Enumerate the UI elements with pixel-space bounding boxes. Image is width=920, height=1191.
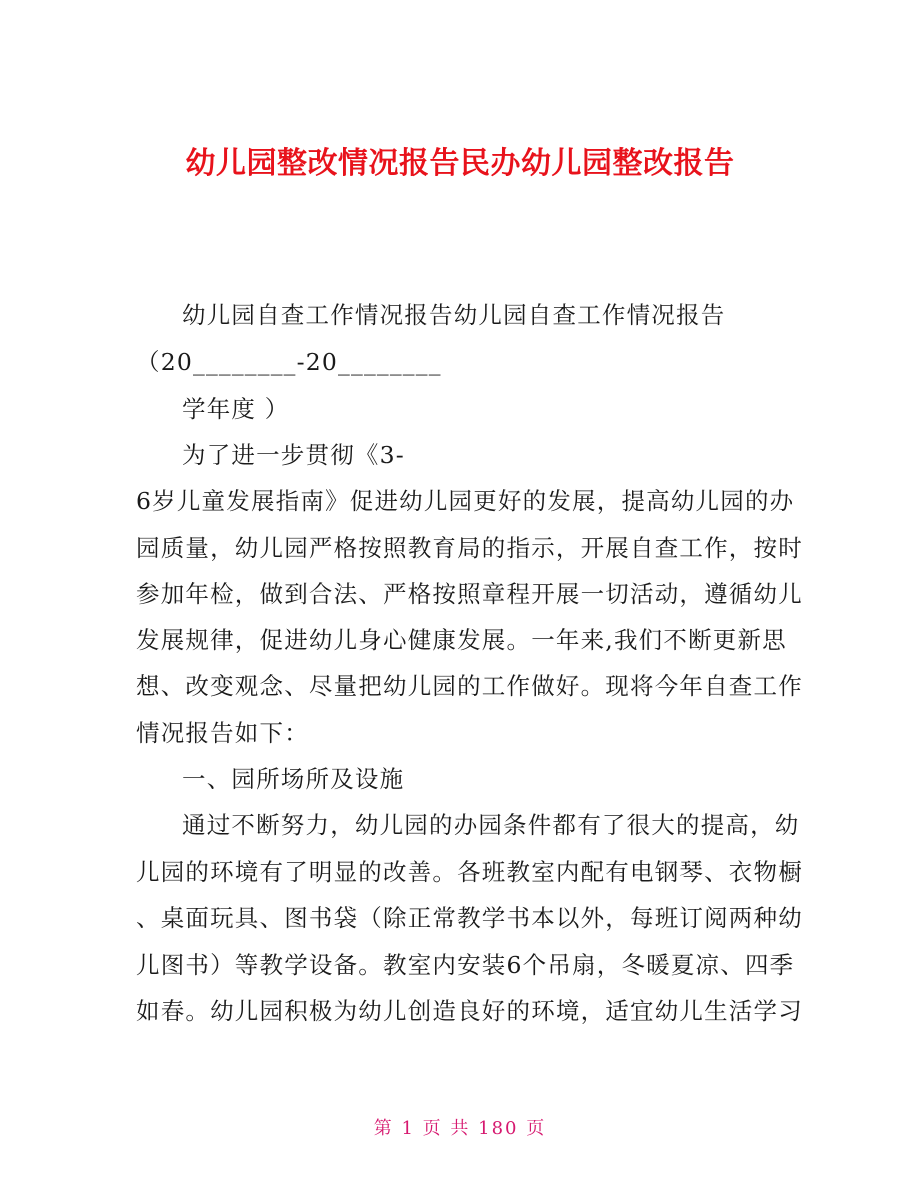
paragraph-line: 为了进一步贯彻《3- [182,441,405,469]
paragraph-line: 学年度 ） [182,395,290,423]
paragraph-line: 儿园的环境有了明显的改善。各班教室内配有电钢琴、衣物橱 [136,858,803,886]
paragraph-line: 如春。幼儿园积极为幼儿创造良好的环境，适宜幼儿生活学习 [136,997,803,1025]
section-heading: 一、园所场所及设施 [182,765,405,793]
document-title: 幼儿园整改情况报告民办幼儿园整改报告 [185,146,735,182]
paragraph-line: 6岁儿童发展指南》促进幼儿园更好的发展，提高幼儿园的办 [136,487,795,515]
paragraph-line: 想、改变观念、尽量把幼儿园的工作做好。现将今年自查工作 [136,672,803,700]
paragraph-line: 情况报告如下： [136,719,309,747]
paragraph-line: 参加年检，做到合法、严格按照章程开展一切活动，遵循幼儿 [136,580,803,608]
page-number-footer: 第 1 页 共 180 页 [373,1118,547,1139]
paragraph-line: 幼儿园自查工作情况报告幼儿园自查工作情况报告 [182,301,726,329]
paragraph-line: 通过不断努力，幼儿园的办园条件都有了很大的提高，幼 [182,811,800,839]
paragraph-line: 儿图书）等教学设备。教室内安装6个吊扇，冬暖夏凉、四季 [136,951,795,979]
paragraph-line: （20________-20________ [136,348,442,376]
paragraph-line: 、桌面玩具、图书袋（除正常教学书本以外，每班订阅两种幼 [136,904,803,932]
paragraph-line: 园质量，幼儿园严格按照教育局的指示，开展自查工作，按时 [136,534,803,562]
paragraph-line: 发展规律，促进幼儿身心健康发展。一年来,我们不断更新思 [136,626,787,654]
